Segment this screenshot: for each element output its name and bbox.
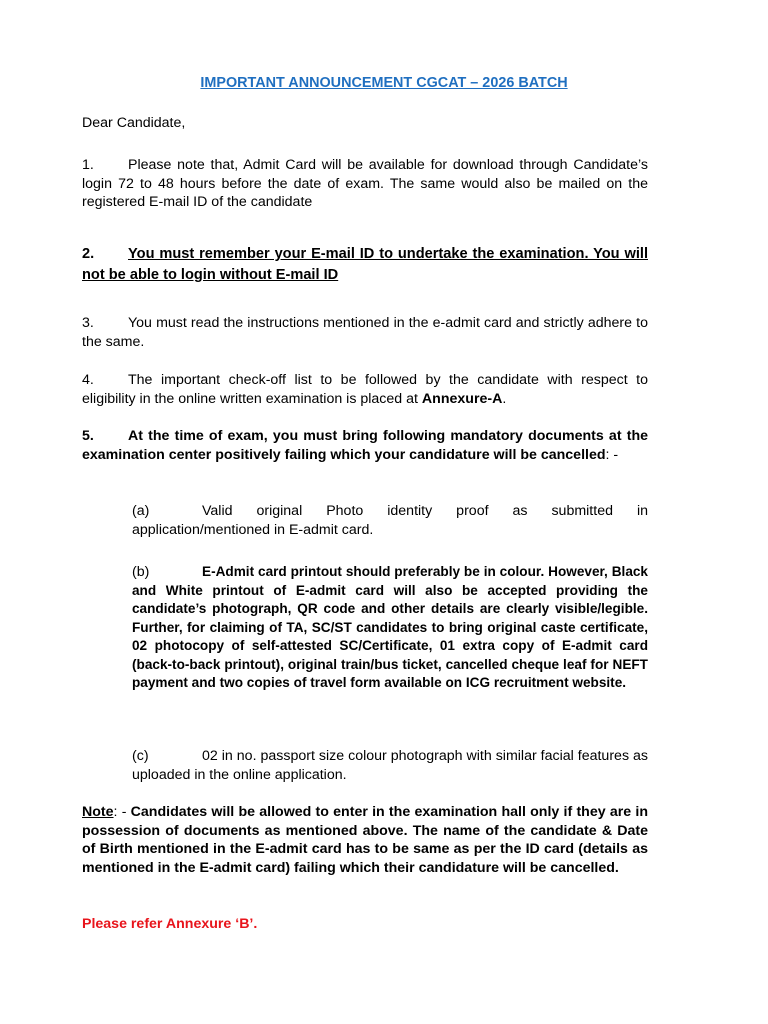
sub-item-a: [132, 502, 648, 539]
annexure-b-reference: Please refer Annexure ‘B’.: [82, 916, 258, 932]
paragraph-text: At the time of exam, you must bring following mandatory documents at the examination center positively failing which your candidature will be cancelled: [82, 428, 648, 463]
sub-item-text: 02 in no. passport size colour photograph with similar facial features as uploaded in the online application.: [132, 748, 648, 783]
paragraph-number: 2.: [82, 246, 95, 262]
note-separator: : -: [113, 804, 131, 820]
sub-item-b: [132, 563, 648, 693]
sub-item-c: [132, 747, 648, 784]
paragraph-number: 5.: [82, 428, 94, 444]
paragraph-end: : -: [605, 446, 619, 463]
paragraph-4: [82, 371, 648, 408]
page-title: IMPORTANT ANNOUNCEMENT CGCAT – 2026 BATCH: [200, 75, 568, 91]
paragraph-1: [82, 156, 648, 212]
paragraph-number: 4.: [82, 372, 94, 388]
salutation: Dear Candidate,: [82, 115, 186, 131]
paragraph-text: Please note that, Admit Card will be available for download through Candidate’s login 72 to 48 hours before the date of exam. The same would also be mailed on the registered E-mail ID of the candidate: [82, 157, 648, 211]
note-label: Note: [82, 804, 114, 820]
paragraph-3: [82, 314, 648, 351]
paragraph-5: [82, 427, 648, 464]
paragraph-text: You must remember your E-mail ID to undertake the examination. You will not be able to login without E-mail ID: [82, 246, 648, 283]
paragraph-number: 1.: [82, 157, 94, 173]
annexure-a-reference: Annexure-A: [421, 390, 503, 407]
paragraph-text: You must read the instructions mentioned in the e-admit card and strictly adhere to the same.: [82, 315, 648, 350]
paragraph-2: [82, 244, 648, 285]
paragraph-number: 3.: [82, 315, 94, 331]
note-text: Candidates will be allowed to enter in the examination hall only if they are in possession of documents as mentioned above. The name of the candidate & Date of Birth mentioned in the E-admit card has to be same as per the ID card (details as mentioned in the E-admit card) failing which their candidature will be cancelled.: [82, 804, 648, 876]
sub-item-text: E-Admit card printout should preferably be in colour. However, Black and White printout of E-admit card will also be accepted providing the candidate’s photograph, QR code and other details are clearly visible/legible. Further, for claiming of TA, SC/ST candidates to bring original caste certificate, 02 photocopy of self-attested SC/Certificate, 01 extra copy of E-admit card (back-to-back printout), original train/bus ticket, cancelled cheque leaf for NEFT payment and two copies of travel form available on ICG recruitment website.: [132, 564, 648, 690]
sub-item-text: Valid original Photo identity proof as submitted in application/mentioned in E-admit card.: [132, 503, 648, 538]
sub-item-label: (b): [132, 564, 150, 580]
note-paragraph: [82, 803, 648, 877]
paragraph-text: The important check-off list to be followed by the candidate with respect to eligibility in the online written examination is placed at: [82, 372, 648, 407]
sub-item-label: (a): [132, 503, 150, 519]
paragraph-end: .: [502, 390, 507, 407]
sub-item-label: (c): [132, 748, 149, 764]
